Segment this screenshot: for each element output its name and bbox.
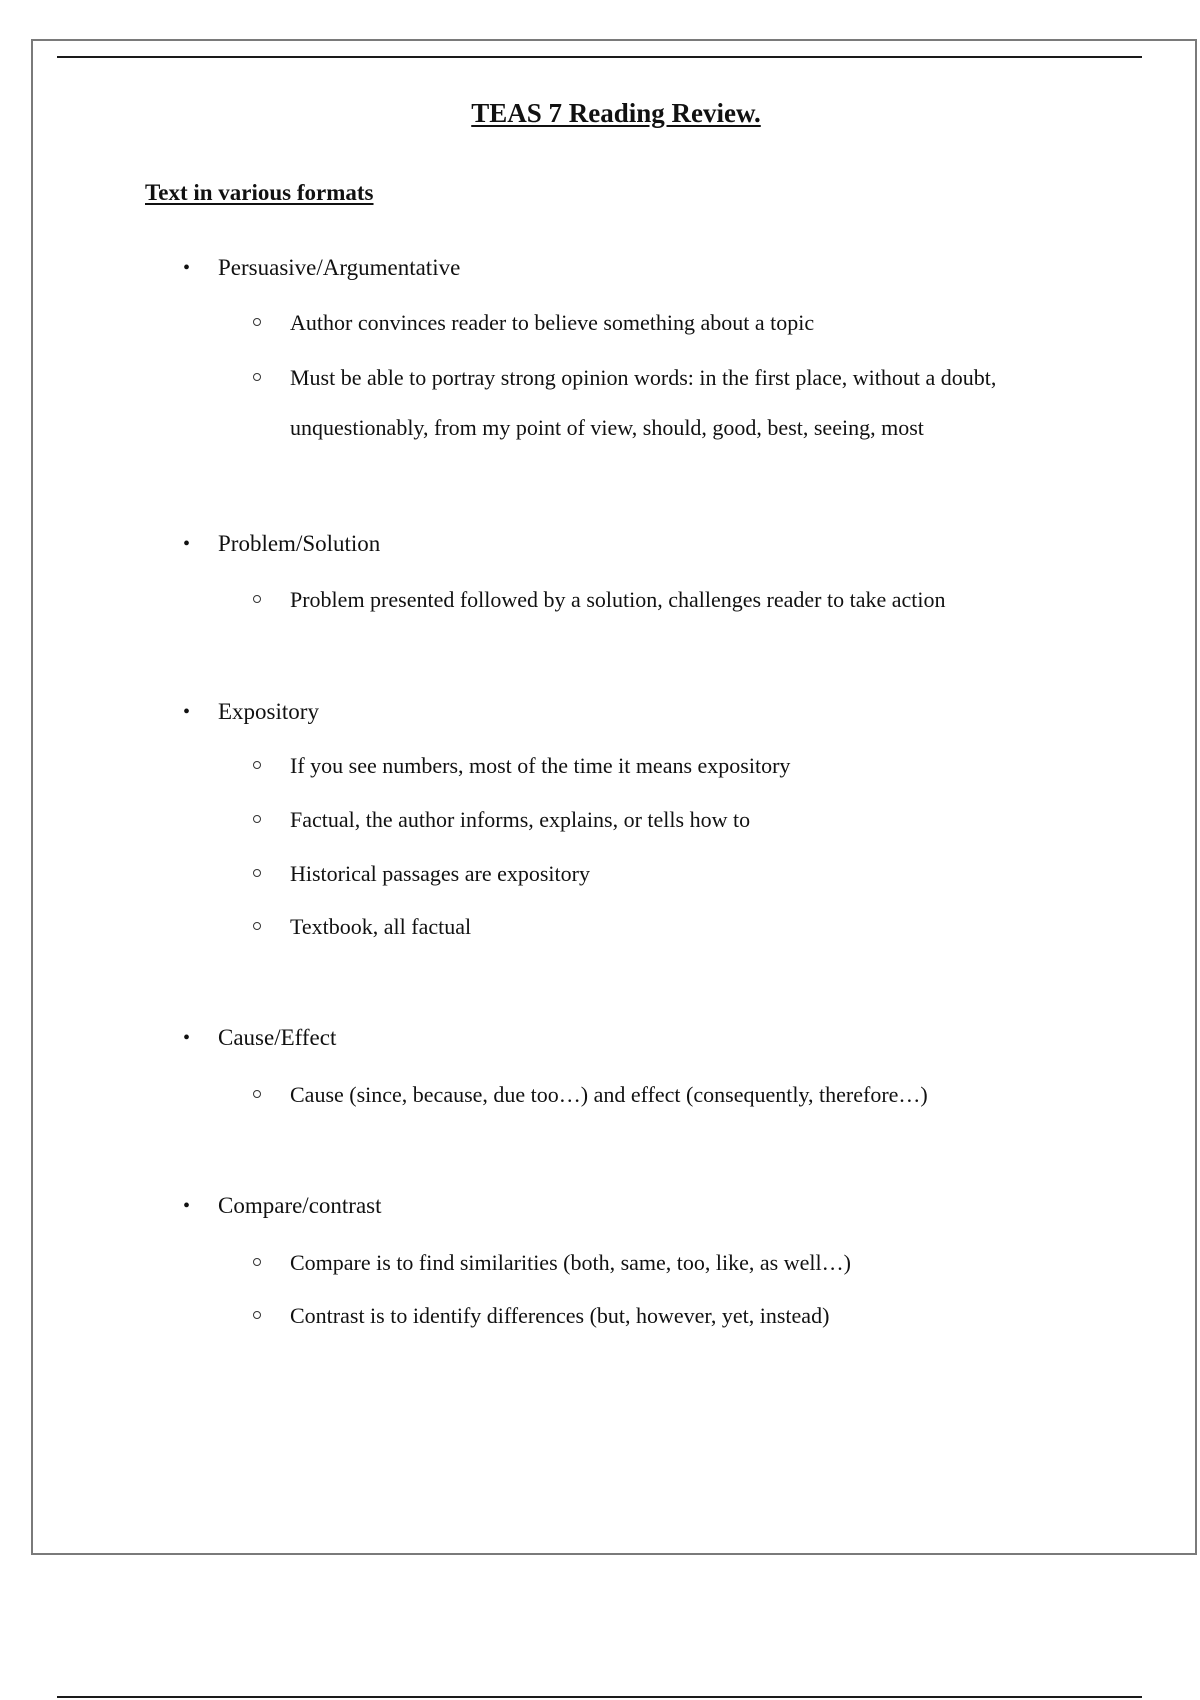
section-heading: Text in various formats [145,180,374,205]
bullet-icon: • [183,257,191,279]
document-title: TEAS 7 Reading Review. [471,98,761,128]
bullet-icon: • [183,701,191,723]
bullet-icon: • [183,1195,191,1217]
topic-label: Persuasive/Argumentative [218,255,461,280]
point-text: Cause (since, because, due too…) and effect (consequently, therefore…) [290,1082,928,1107]
circle-bullet-icon [253,761,261,769]
point-text: Problem presented followed by a solution, challenges reader to take action [290,587,946,612]
circle-bullet-icon [253,922,261,930]
circle-bullet-icon [253,815,261,823]
circle-bullet-icon [253,869,261,877]
point-text: Contrast is to identify differences (but, however, yet, instead) [290,1303,830,1328]
circle-bullet-icon [253,1090,261,1098]
point-text: Historical passages are expository [290,861,590,886]
point-text: Factual, the author informs, explains, or tells how to [290,807,751,832]
point-text: Textbook, all factual [290,914,472,939]
topic-label: Problem/Solution [218,531,381,556]
point-text: Must be able to portray strong opinion words: in the first place, without a doubt, unquestionably, from my point of view, should, good, best, seeing, most [290,365,997,440]
circle-bullet-icon [253,318,261,326]
topic-label: Expository [218,699,319,724]
circle-bullet-icon [253,595,261,603]
point-text: Author convinces reader to believe something about a topic [290,310,815,335]
bullet-icon: • [183,533,191,555]
topic-label: Cause/Effect [218,1025,337,1050]
circle-bullet-icon [253,1311,261,1319]
point-text: If you see numbers, most of the time it means expository [290,753,791,778]
footer-rule [57,1696,1142,1698]
circle-bullet-icon [253,373,261,381]
topic-label: Compare/contrast [218,1193,382,1218]
circle-bullet-icon [253,1258,261,1266]
header-rule [57,56,1142,58]
point-text: Compare is to find similarities (both, same, too, like, as well…) [290,1250,851,1275]
bullet-icon: • [183,1027,191,1049]
